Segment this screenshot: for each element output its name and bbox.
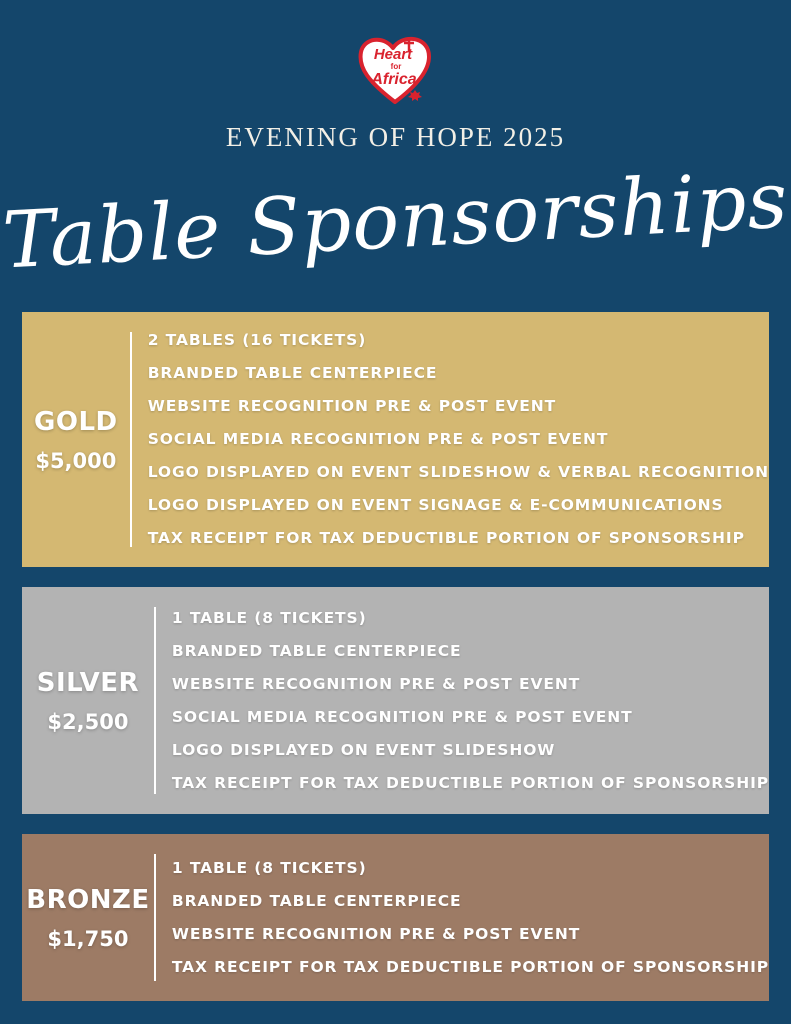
benefit-item: WEBSITE RECOGNITION PRE & POST EVENT [171, 924, 581, 943]
benefit-item: SOCIAL MEDIA RECOGNITION PRE & POST EVENT [147, 430, 609, 448]
benefit-item: WEBSITE RECOGNITION PRE & POST EVENT [171, 674, 581, 693]
tier-name: BRONZE [26, 884, 150, 915]
tier-bronze-panel [22, 834, 769, 1001]
benefit-item: LOGO DISPLAYED ON EVENT SLIDESHOW [171, 740, 556, 759]
benefit-item: LOGO DISPLAYED ON EVENT SLIDESHOW & VERBAL RECOGNITION [147, 463, 769, 481]
logo-line-2: for [390, 62, 402, 71]
tier-price: $2,500 [47, 709, 129, 734]
benefit-item: 1 TABLE (8 TICKETS) [171, 608, 367, 627]
benefit-item: LOGO DISPLAYED ON EVENT SIGNAGE & E-COMMUNICATIONS [147, 496, 724, 514]
benefit-item: 1 TABLE (8 TICKETS) [171, 858, 367, 877]
tier-name: SILVER [36, 667, 140, 698]
event-title: EVENING OF HOPE 2025 [225, 122, 566, 152]
tier-price: $1,750 [47, 926, 129, 951]
logo-line-3: Africa [371, 71, 417, 88]
benefit-item: 2 TABLES (16 TICKETS) [147, 331, 367, 349]
benefit-list [156, 602, 769, 800]
tier-gold-panel [22, 312, 769, 567]
benefit-list [132, 324, 769, 555]
tier-label [22, 407, 130, 473]
tier-label [22, 668, 154, 734]
tier-price: $5,000 [35, 448, 117, 473]
page-title: Table Sponsorships [0, 155, 791, 287]
logo-line-1: Heart [373, 46, 413, 63]
benefit-item: TAX RECEIPT FOR TAX DEDUCTIBLE PORTION OF SPONSORSHIP [147, 529, 745, 547]
benefit-item: BRANDED TABLE CENTERPIECE [147, 364, 438, 382]
benefit-list [156, 852, 769, 984]
benefit-item: TAX RECEIPT FOR TAX DEDUCTIBLE PORTION OF SPONSORSHIP [171, 957, 769, 976]
tier-silver-panel [22, 587, 769, 814]
benefit-item: BRANDED TABLE CENTERPIECE [171, 641, 462, 660]
benefit-item: TAX RECEIPT FOR TAX DEDUCTIBLE PORTION OF SPONSORSHIP [171, 773, 769, 792]
benefit-item: WEBSITE RECOGNITION PRE & POST EVENT [147, 397, 557, 415]
tier-name: GOLD [34, 406, 118, 437]
benefit-item: BRANDED TABLE CENTERPIECE [171, 891, 462, 910]
heart-for-africa-logo [355, 32, 435, 106]
tier-label [22, 885, 154, 951]
benefit-item: SOCIAL MEDIA RECOGNITION PRE & POST EVENT [171, 707, 633, 726]
